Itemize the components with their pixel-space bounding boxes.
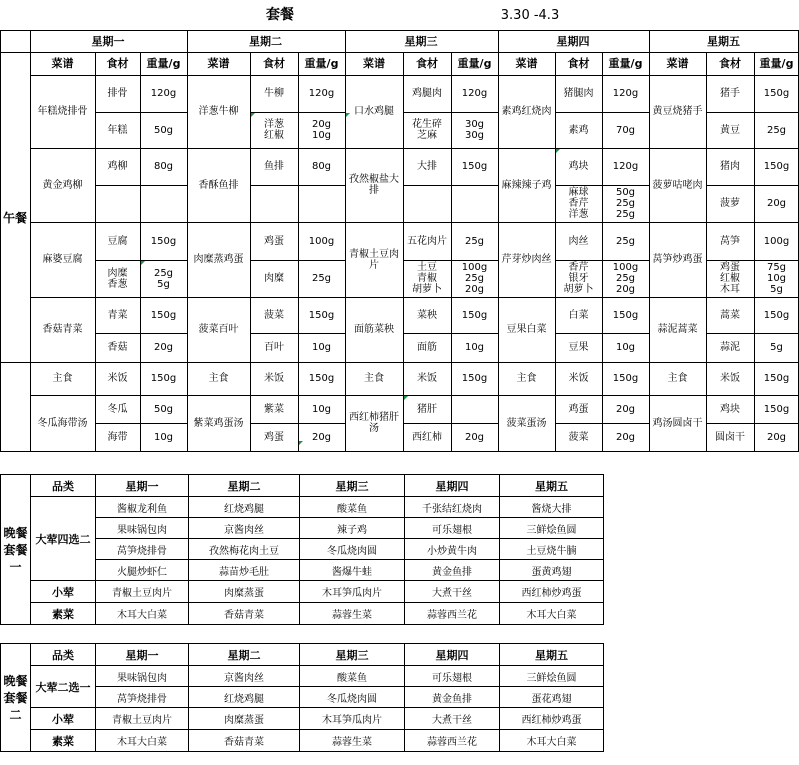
ingredient: 猪腿肉	[563, 88, 594, 99]
column-header: 重量/g	[457, 57, 492, 70]
column-header: 菜谱	[363, 57, 385, 70]
dinner-dish: 三鲜烩鱼圆	[500, 666, 604, 687]
weight: 150g	[763, 373, 790, 384]
weight: 100g 25g 20g	[461, 262, 488, 295]
dinner-dish: 黄金鱼排	[405, 687, 500, 708]
ingredient: 米饭	[417, 373, 437, 384]
weight: 120g	[461, 88, 488, 99]
column-header: 食材	[263, 57, 285, 70]
weight: 20g	[766, 431, 787, 443]
day-header: 星期二	[189, 475, 300, 497]
ingredient: 米饭	[568, 373, 589, 384]
weight	[298, 185, 345, 222]
dinner-dish: 可乐翅根	[405, 518, 500, 539]
dish-name: 紫菜鸡蛋汤	[193, 417, 244, 429]
ingredient: 年糕	[107, 124, 128, 136]
menu-title: 套餐	[266, 6, 294, 23]
ingredient: 紫菜	[264, 403, 284, 415]
dinner-dish: 蒜苗炒毛肚	[189, 560, 300, 581]
dinner-dish: 肉糜蒸蛋	[189, 581, 300, 603]
day-header: 星期三	[404, 34, 438, 48]
dinner-dish: 酸菜鱼	[300, 666, 405, 687]
dinner-dish: 千张结红烧肉	[405, 497, 500, 518]
dinner-dish: 土豆烧牛腩	[500, 539, 604, 560]
dinner-set-1-table	[0, 474, 604, 625]
weight: 25g	[311, 273, 332, 284]
dish-name: 香酥鱼排	[198, 179, 239, 191]
weight: 50g	[153, 403, 174, 415]
dish-category: 素菜	[31, 603, 96, 625]
ingredient: 菜秧	[417, 309, 437, 321]
ingredient: 面筋	[417, 342, 437, 353]
dish-name: 主食	[52, 373, 73, 384]
weight	[451, 395, 498, 423]
dinner-dish: 肉糜蒸蛋	[189, 708, 300, 730]
dinner-dish: 木耳大白菜	[500, 603, 604, 625]
ingredient: 鱼排	[264, 161, 284, 172]
ingredient: 米饭	[720, 373, 740, 384]
dish-name: 菠萝咕咾肉	[652, 179, 703, 191]
ingredient: 蒜泥	[720, 342, 740, 353]
dish-name: 肉糜蒸鸡蛋	[193, 254, 244, 265]
weight: 120g	[612, 161, 639, 172]
dish-name: 麻婆豆腐	[42, 254, 83, 265]
weight: 150g	[763, 88, 790, 99]
day-header: 星期四	[556, 34, 590, 48]
dish-name: 孜然椒盐大排	[349, 174, 399, 196]
weight: 10g	[153, 431, 174, 443]
dinner-dish: 木耳笋瓜肉片	[300, 708, 405, 730]
weight: 25g	[766, 124, 787, 136]
ingredient: 豆果	[568, 342, 589, 353]
dish-name: 蒜泥蒿菜	[657, 324, 698, 335]
dish-name: 冬瓜海带汤	[37, 417, 88, 429]
ingredient: 蒿菜	[720, 309, 740, 321]
dish-name: 面筋菜秧	[354, 324, 394, 335]
dinner-dish: 西红柿炒鸡蛋	[500, 708, 604, 730]
dish-name: 莴笋炒鸡蛋	[652, 254, 703, 265]
dinner-dish: 木耳大白菜	[96, 603, 189, 625]
ingredient: 土豆 青椒 胡萝卜	[412, 262, 442, 295]
ingredient: 莴笋	[720, 235, 740, 247]
dinner-dish: 蒜蓉生菜	[300, 603, 405, 625]
ingredient: 洋葱 红椒	[264, 119, 284, 141]
ingredient: 香菇	[107, 342, 128, 353]
dinner-dish: 青椒土豆肉片	[96, 581, 189, 603]
ingredient: 大排	[417, 161, 437, 172]
ingredient: 猪手	[720, 88, 740, 99]
column-header: 食材	[567, 57, 590, 70]
column-header: 重量/g	[304, 57, 339, 70]
dish-name: 黄金鸡柳	[42, 179, 83, 191]
weight: 80g	[311, 161, 332, 172]
dish-name: 菠菜蛋汤	[506, 417, 547, 429]
column-header: 重量/g	[146, 57, 181, 70]
dish-name: 鸡汤圆卤干	[652, 417, 703, 429]
weight: 150g	[461, 161, 488, 172]
category-header: 品类	[31, 475, 96, 497]
dish-category: 小荤	[31, 708, 96, 730]
dinner-dish: 京酱肉丝	[189, 666, 300, 687]
dish-name: 菠菜百叶	[198, 324, 239, 335]
dinner-dish: 西红柿炒鸡蛋	[500, 581, 604, 603]
dish-category: 素菜	[31, 730, 96, 752]
dish-name: 主食	[208, 373, 229, 384]
dish-name: 芹芽炒肉丝	[501, 254, 552, 265]
dinner-dish: 小炒黄牛肉	[405, 539, 500, 560]
day-header: 星期一	[96, 644, 189, 666]
ingredient: 肉糜 香葱	[107, 267, 128, 290]
ingredient: 菠萝	[720, 198, 740, 209]
day-header: 星期一	[91, 34, 125, 48]
weight: 25g	[464, 235, 485, 247]
dish-name: 主食	[667, 373, 688, 384]
ingredient: 五花肉片	[407, 235, 447, 247]
ingredient: 鸡蛋	[264, 431, 284, 443]
dish-name: 黄豆烧猪手	[652, 106, 703, 117]
ingredient: 西红柿	[412, 431, 442, 443]
ingredient	[403, 185, 451, 222]
ingredient: 青菜	[107, 309, 128, 321]
dinner-dish: 蒜蓉西兰花	[405, 603, 500, 625]
dish-name: 香菇青菜	[42, 324, 83, 335]
dish-name: 主食	[364, 373, 384, 384]
dinner-dish: 酱爆牛蛙	[300, 560, 405, 581]
ingredient: 百叶	[264, 342, 284, 353]
dinner-dish: 木耳大白菜	[500, 730, 604, 752]
dinner-dish: 莴笋烧排骨	[96, 539, 189, 560]
weight: 25g 5g	[153, 267, 174, 290]
column-header: 重量/g	[608, 57, 643, 70]
dinner-dish: 红烧鸡腿	[189, 687, 300, 708]
day-header: 星期四	[405, 475, 500, 497]
dinner-dish: 孜然梅花肉土豆	[189, 539, 300, 560]
ingredient: 米饭	[264, 373, 284, 384]
weight: 100g	[763, 235, 790, 247]
date-range: 3.30 -4.3	[500, 7, 560, 23]
dinner-dish: 香菇青菜	[189, 603, 300, 625]
ingredient: 米饭	[107, 373, 128, 384]
weight: 150g	[150, 235, 177, 247]
dinner-dish: 蛋花鸡翅	[500, 687, 604, 708]
ingredient: 香芹 银牙 胡萝卜	[563, 262, 594, 295]
weight: 30g 30g	[464, 119, 485, 141]
dish-name: 青椒土豆肉片	[349, 248, 399, 271]
column-header: 菜谱	[666, 57, 689, 70]
weight: 20g	[615, 403, 636, 415]
weight: 50g	[153, 124, 174, 136]
ingredient: 菠菜	[264, 309, 284, 321]
dinner-dish: 红烧鸡腿	[189, 497, 300, 518]
ingredient: 豆腐	[107, 235, 128, 247]
weight: 20g	[464, 431, 485, 443]
dish-category: 大荤二选一	[31, 666, 96, 708]
dish-name: 口水鸡腿	[354, 106, 394, 117]
dish-name: 西红柿猪肝汤	[349, 412, 399, 434]
weight: 80g	[153, 161, 174, 172]
category-header: 品类	[31, 644, 96, 666]
dinner-dish: 冬瓜烧肉圆	[300, 687, 405, 708]
weight	[140, 185, 187, 222]
dinner-dish: 京酱肉丝	[189, 518, 300, 539]
day-header: 星期五	[500, 644, 604, 666]
ingredient: 鸡柳	[107, 161, 128, 172]
weight: 150g	[461, 373, 488, 384]
ingredient: 猪肉	[720, 161, 740, 172]
day-header: 星期三	[300, 475, 405, 497]
weight: 100g 25g 20g	[612, 262, 639, 295]
ingredient: 圆卤干	[715, 431, 745, 443]
lunch-label: 午餐	[2, 211, 27, 225]
weight: 150g	[150, 309, 177, 321]
weight: 120g	[150, 88, 177, 99]
ingredient: 海带	[107, 431, 128, 443]
column-header: 菜谱	[515, 57, 538, 70]
weight: 20g	[153, 342, 174, 353]
ingredient: 冬瓜	[107, 403, 128, 415]
ingredient	[95, 185, 140, 222]
day-header: 星期五	[707, 34, 740, 48]
weight: 25g	[615, 235, 636, 247]
day-header: 星期四	[405, 644, 500, 666]
dinner-dish: 果味锅包肉	[96, 666, 189, 687]
ingredient	[250, 185, 298, 222]
weight: 10g	[311, 403, 332, 415]
dinner-dish: 蒜蓉西兰花	[405, 730, 500, 752]
dinner-dish: 可乐翅根	[405, 666, 500, 687]
ingredient: 牛柳	[264, 88, 284, 99]
day-header: 星期一	[96, 475, 189, 497]
column-header: 重量/g	[759, 57, 794, 70]
day-header: 星期二	[189, 644, 300, 666]
dinner-dish: 三鲜烩鱼圆	[500, 518, 604, 539]
weight: 10g	[615, 342, 636, 353]
dish-name: 麻辣辣子鸡	[501, 179, 552, 191]
ingredient: 排骨	[107, 88, 128, 99]
weight: 70g	[615, 124, 636, 136]
dish-name: 主食	[516, 373, 537, 384]
ingredient: 鸡蛋 红椒 木耳	[720, 262, 740, 295]
ingredient: 菠菜	[568, 431, 589, 443]
dinner-dish: 木耳大白菜	[96, 730, 189, 752]
dish-name: 年糕烧排骨	[37, 106, 88, 117]
column-header: 菜谱	[51, 57, 74, 70]
dish-category: 小荤	[31, 581, 96, 603]
dinner-dish: 莴笋烧排骨	[96, 687, 189, 708]
day-header: 星期五	[500, 475, 604, 497]
ingredient: 花生碎 芝麻	[412, 119, 442, 141]
dinner-dish: 冬瓜烧肉圆	[300, 539, 405, 560]
ingredient: 黄豆	[720, 124, 740, 136]
weight: 20g 10g	[311, 119, 332, 141]
corner-cell	[0, 30, 30, 52]
weight: 100g	[308, 235, 335, 247]
day-header: 星期三	[300, 644, 405, 666]
ingredient: 肉糜	[264, 273, 284, 284]
ingredient: 鸡块	[568, 161, 589, 172]
dinner-dish: 果味锅包肉	[96, 518, 189, 539]
dinner-set-label: 晚餐 套餐 一	[1, 475, 31, 625]
weight: 150g	[763, 403, 790, 415]
dinner-dish: 黄金鱼排	[405, 560, 500, 581]
column-header: 食材	[106, 57, 129, 70]
dinner-dish: 火腿炒虾仁	[96, 560, 189, 581]
dinner-dish: 蒜蓉生菜	[300, 730, 405, 752]
dinner-set-label: 晚餐 套餐 二	[1, 644, 31, 752]
weight: 150g	[150, 373, 177, 384]
weight: 10g	[311, 342, 332, 353]
dinner-dish: 香菇青菜	[189, 730, 300, 752]
weight: 150g	[308, 309, 335, 321]
ingredient: 猪肝	[417, 403, 437, 415]
dish-name: 豆果白菜	[506, 324, 547, 335]
weight: 50g 25g 25g	[615, 187, 636, 220]
weight: 150g	[763, 161, 790, 172]
weight: 120g	[308, 88, 335, 99]
dinner-dish: 辣子鸡	[300, 518, 405, 539]
ingredient: 素鸡	[568, 124, 589, 136]
ingredient: 麻球 香芹 洋葱	[568, 187, 589, 220]
weight: 20g	[615, 431, 636, 443]
weight	[451, 185, 498, 222]
weight: 20g	[311, 431, 332, 443]
ingredient: 肉丝	[568, 235, 589, 247]
dish-name: 洋葱牛柳	[198, 106, 239, 117]
dinner-dish: 蛋黄鸡翅	[500, 560, 604, 581]
column-header: 菜谱	[207, 57, 230, 70]
dinner-set-2-table	[0, 643, 604, 752]
weight: 150g	[461, 309, 488, 321]
weight: 10g	[464, 342, 485, 353]
dish-category: 大荤四选二	[31, 497, 96, 581]
ingredient: 鸡蛋	[264, 235, 284, 247]
weight: 5g	[770, 342, 783, 353]
dinner-dish: 酱椒龙利鱼	[96, 497, 189, 518]
weight: 20g	[766, 198, 787, 209]
weight: 120g	[612, 88, 639, 99]
weight: 150g	[612, 309, 639, 321]
column-header: 食材	[416, 57, 438, 70]
ingredient: 鸡蛋	[568, 403, 589, 415]
weight: 150g	[763, 309, 790, 321]
dinner-dish: 青椒土豆肉片	[96, 708, 189, 730]
ingredient: 鸡块	[720, 403, 740, 415]
dinner-dish: 大煮干丝	[405, 708, 500, 730]
dish-name: 素鸡红烧肉	[501, 106, 552, 117]
dinner-dish: 酱烧大排	[500, 497, 604, 518]
weight: 150g	[612, 373, 639, 384]
ingredient: 鸡腿肉	[412, 88, 442, 99]
weight: 75g 10g 5g	[766, 262, 787, 295]
column-header: 食材	[719, 57, 741, 70]
weight: 150g	[308, 373, 335, 384]
dinner-dish: 大煮干丝	[405, 581, 500, 603]
ingredient: 白菜	[568, 309, 589, 321]
dinner-dish: 酸菜鱼	[300, 497, 405, 518]
day-header: 星期二	[249, 34, 282, 48]
dinner-dish: 木耳笋瓜肉片	[300, 581, 405, 603]
